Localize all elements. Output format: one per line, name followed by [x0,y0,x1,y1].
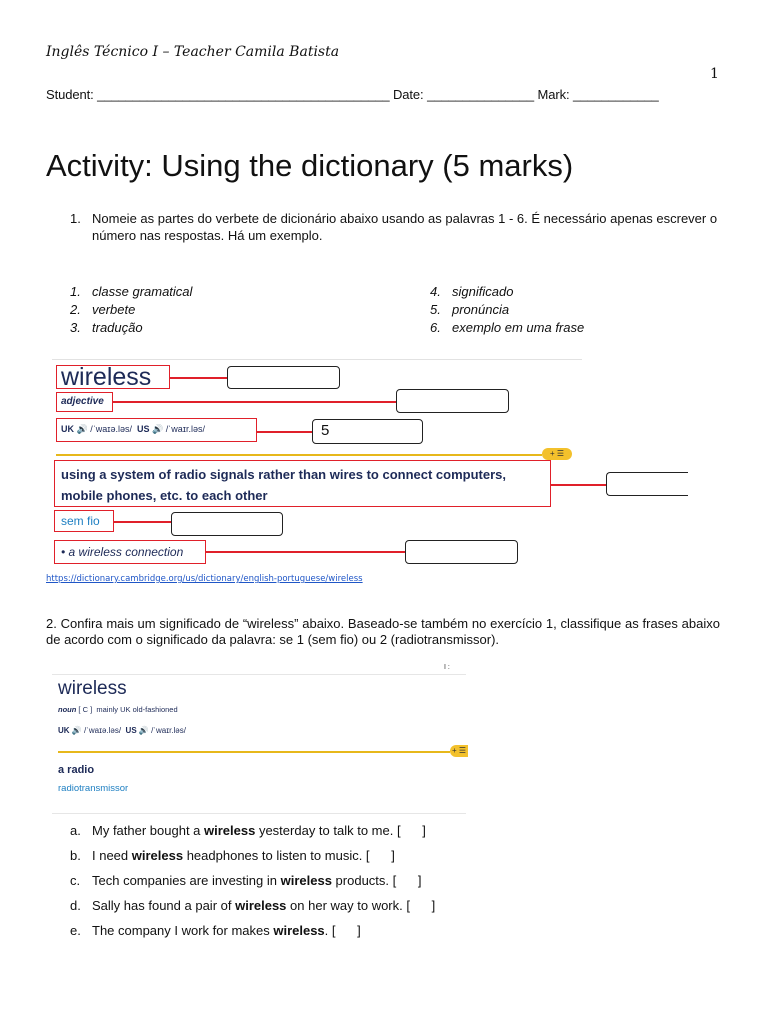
example-answer: 5 [321,422,330,439]
entry-bottom-rule [52,813,466,814]
answer-box-translation[interactable] [171,512,283,536]
us-pronunciation: /ˈwaɪr.ləs/ [165,424,205,434]
speaker-icon[interactable]: 🔊 [152,424,164,434]
list-item: b. I need wireless headphones to listen to music. [ ] [70,848,395,863]
uk-label: UK [61,424,74,434]
option-item: 6. exemplo em uma frase [430,320,585,335]
answer-box-example[interactable] [405,540,518,564]
option-item: 2. verbete [70,302,136,317]
entry-definition: using a system of radio signals rather than wires to connect computers, mobile phones, etc. to each other [61,467,506,503]
options-right-list [430,283,584,337]
document-header-title: Inglês Técnico I – Teacher Camila Batista [46,44,340,60]
add-to-list-badge[interactable]: + ☰ [542,448,572,460]
connector-line [257,431,312,433]
entry2-grammar-line [58,705,178,714]
entry-divider [58,751,450,753]
entry2-usage: mainly UK old-fashioned [96,705,178,714]
connector-line [206,551,405,553]
connector-line [114,521,171,523]
speaker-icon[interactable]: 🔊 [76,424,88,434]
entry2-grammar-code: [ C ] [78,705,93,714]
entry2-pronunciation [58,726,186,735]
us-pronunciation: /ˈwaɪr.ləs/ [151,726,186,735]
entry2-part-of-speech: noun [58,705,77,714]
us-label: US [125,726,137,735]
connector-line [551,484,606,486]
list-item: e. The company I work for makes wireless. [ ] [70,923,361,938]
connector-line [170,377,227,379]
list-item: c. Tech companies are investing in wireless products. [ ] [70,873,422,888]
question-1-instructions [70,210,720,244]
answer-box-definition[interactable] [606,472,688,496]
sentence-list [70,818,435,943]
uk-pronunciation: /ˈwaɪə.ləs/ [90,424,132,434]
entry-divider [56,454,542,456]
entry-translation: sem fio [61,514,100,528]
connector-line [113,401,396,403]
option-item: 3. tradução [70,320,143,335]
question-2-text: 2. Confira mais um significado de “wireless” abaixo. Baseado-se também no exercício 1, classifique as frases abaixo de acordo com o significado da palavra: se 1 (sem fio) ou 2 (radiotransmissor). [46,616,720,647]
uk-label: UK [58,726,70,735]
list-item: a. My father bought a wireless yesterday to talk to me. [ ] [70,823,426,838]
entry2-headword: wireless [58,678,127,699]
speaker-icon[interactable]: 🔊 [138,726,149,735]
source-link[interactable]: https://dictionary.cambridge.org/us/dictionary/english-portuguese/wireless [46,574,363,584]
list-item: d. Sally has found a pair of wireless on her way to work. [ ] [70,898,436,913]
dictionary-entry-2 [52,664,468,814]
student-info-line: Student: _________________________________________ Date: _______________ Mark: ____________ [46,87,659,102]
entry-headword: wireless [61,363,152,391]
options-left-list [70,283,192,337]
activity-title: Activity: Using the dictionary (5 marks) [46,148,574,183]
uk-pronunciation: /ˈwaɪə.ləs/ [84,726,122,735]
pronunciation [61,424,205,435]
page-number: 1 [710,66,719,82]
add-to-list-badge[interactable]: + ☰ [451,746,467,755]
speaker-icon[interactable]: 🔊 [71,726,82,735]
entry-example: • a wireless connection [61,545,184,559]
question-1-text: Nomeie as partes do verbete de dicionário abaixo usando as palavras 1 - 6. É necessário apenas escrever o número nas respostas. Há um exemplo. [92,211,718,243]
question-1-number: 1. [70,211,81,226]
entry2-translation: radiotransmissor [58,783,129,794]
entry-top-rule [52,674,466,675]
entry-top-rule [52,359,582,360]
answer-box-pronunciation[interactable] [312,419,423,444]
option-item: 4. significado [430,284,514,299]
answer-box-part-of-speech[interactable] [396,389,509,413]
entry2-definition: a radio [58,764,95,776]
answer-box-headword[interactable] [227,366,340,389]
corner-mark: I : [444,664,450,671]
part-of-speech: adjective [61,396,104,407]
us-label: US [136,424,150,434]
option-item: 1. classe gramatical [70,284,193,299]
option-item: 5. pronúncia [430,302,510,317]
